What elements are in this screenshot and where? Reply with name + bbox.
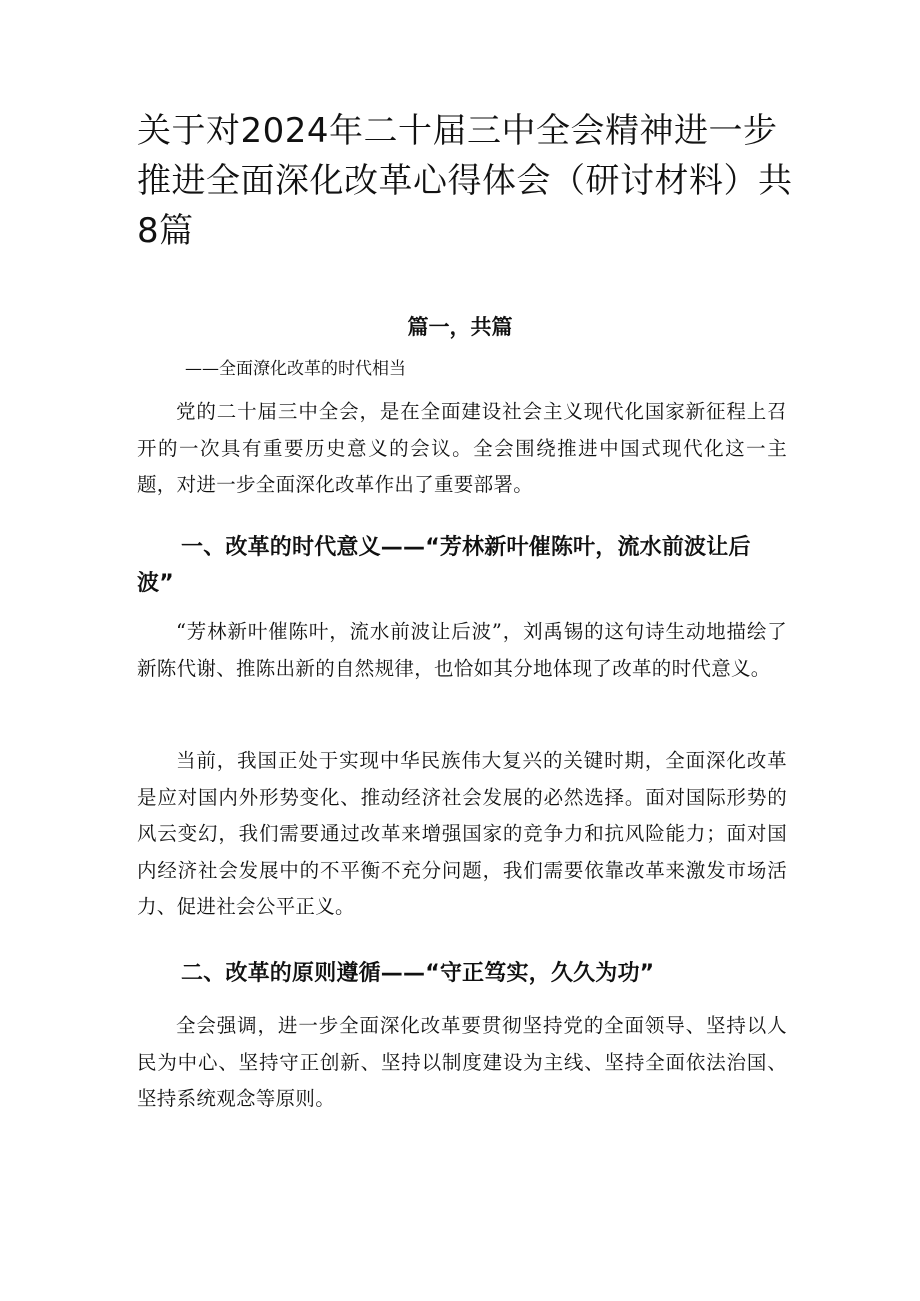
paragraph-principles: 全会强调，进一步全面深化改革要贯彻坚持党的全面领导、坚持以人民为中心、坚持守正创新、坚持以制度建设为主线、坚持全面依法治国、坚持系统观念等原则。	[137, 1014, 787, 1110]
document-title: 关于对2024年二十届三中全会精神进一步推进全面深化改革心得体会（研讨材料）共8篇	[137, 111, 793, 251]
paragraph-poem: “芳林新叶催陈叶，流水前波让后波”，刘禹锡的这句诗生动地描绘了新陈代谢、推陈出新的自然规律，也恰如其分地体现了改革的时代意义。	[137, 620, 787, 680]
section-heading: 篇一，共篇	[407, 315, 513, 339]
paragraph-current-situation: 当前，我国正处于实现中华民族伟大复兴的关键时期，全面深化改革是应对国内外形势变化、推动经济社会发展的必然选择。面对国际形势的风云变幻，我们需要通过改革来增强国家的竞争力和抗风险能力；面对国内经济社会发展中的不平衡不充分问题，我们需要依靠改革来激发市场活力、促进社会公平正义。	[137, 749, 787, 918]
heading-part-two: 二、改革的原则遵循——“守正笃实，久久为功”	[181, 961, 655, 986]
section-subtitle: ——全面潦化改革的时代相当	[185, 359, 406, 379]
heading-part-one: 一、改革的时代意义——“芳林新叶催陈叶，流水前波让后波”	[137, 535, 751, 596]
paragraph-intro: 党的二十届三中全会，是在全面建设社会主义现代化国家新征程上召开的一次具有重要历史意义的会议。全会围绕推进中国式现代化这一主题，对进一步全面深化改革作出了重要部署。	[137, 400, 787, 496]
